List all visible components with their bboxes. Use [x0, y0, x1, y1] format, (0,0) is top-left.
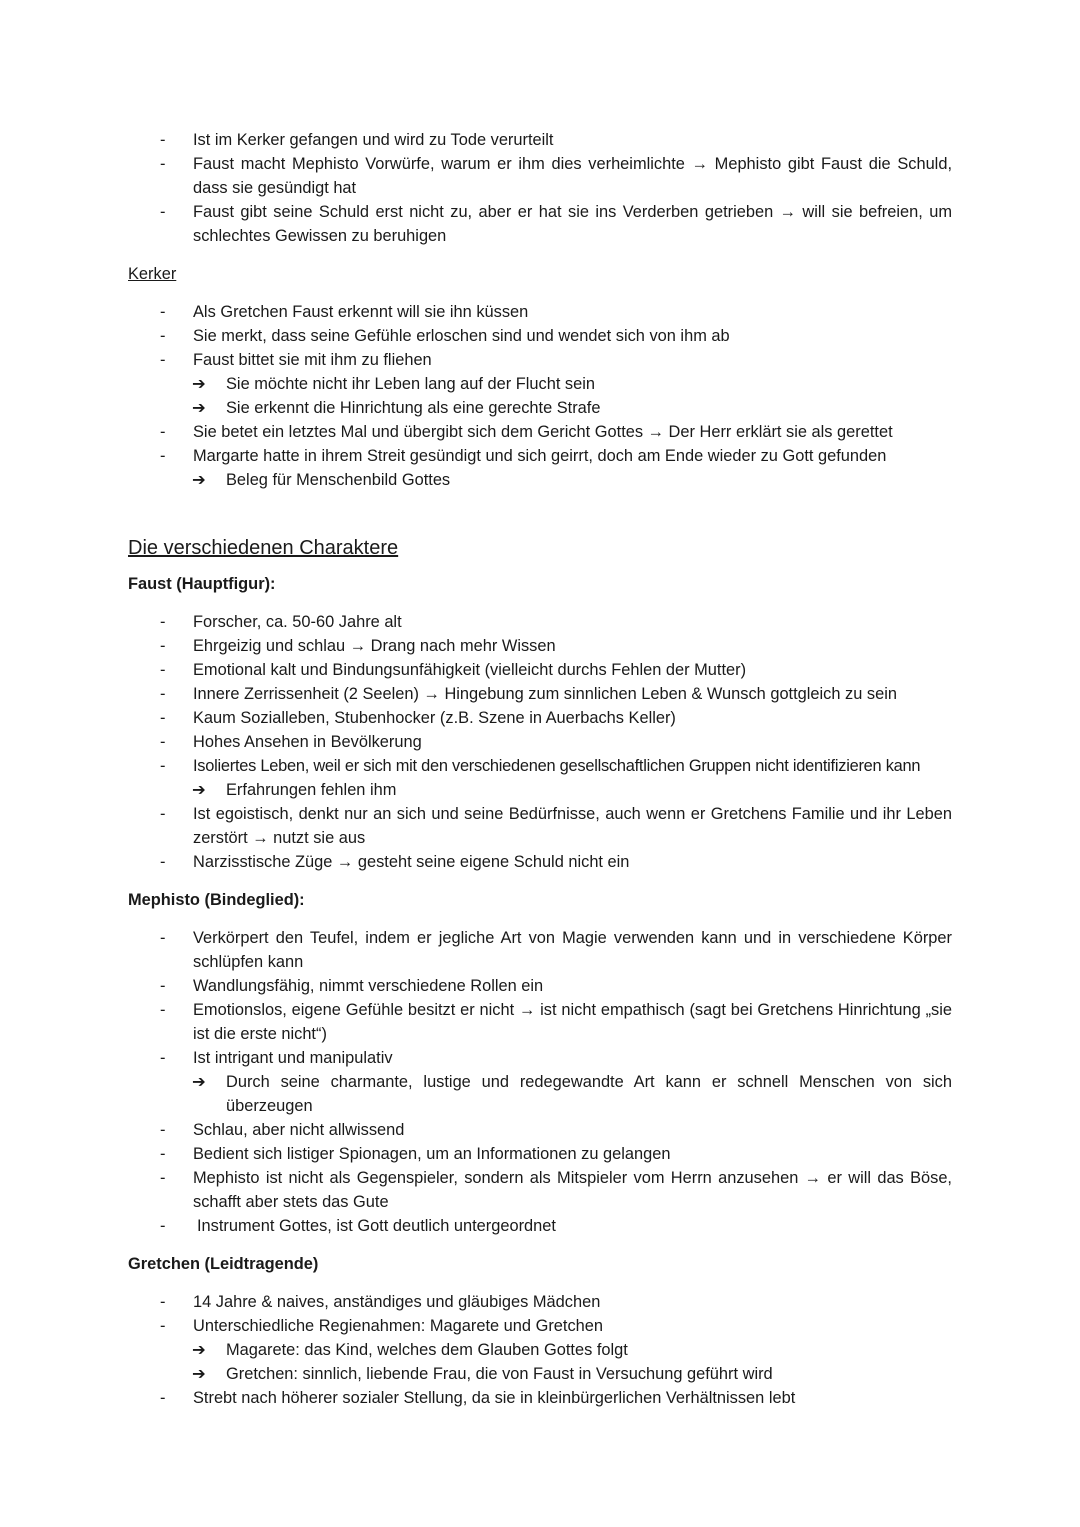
bullet-list-kerker	[128, 300, 952, 492]
character-title-mephisto: Mephisto (Bindeglied):	[128, 891, 305, 909]
dash-bullet: -	[160, 853, 166, 871]
character-title-faust: Faust (Hauptfigur):	[128, 575, 276, 593]
dash-bullet: -	[160, 303, 166, 321]
list-item: - Emotional kalt und Bindungsunfähigkeit (vielleicht durchs Fehlen der Mutter)	[128, 658, 952, 682]
list-item: - Faust bittet sie mit ihm zu fliehen	[128, 348, 952, 372]
arrow-bullet-icon: ➔	[192, 1341, 206, 1359]
sub-item: ➔ Sie möchte nicht ihr Leben lang auf der Flucht sein	[128, 372, 952, 396]
dash-bullet: -	[160, 977, 166, 995]
list-item: - Faust macht Mephisto Vorwürfe, warum er ihm dies verheimlichte → Mephisto gibt Faust die Schuld, dass sie gesündigt hat	[128, 152, 952, 200]
list-item: - Hohes Ansehen in Bevölkerung	[128, 730, 952, 754]
list-item: - Sie betet ein letztes Mal und übergibt sich dem Gericht Gottes → Der Herr erklärt sie als gerettet	[128, 420, 952, 444]
dash-bullet: -	[160, 757, 166, 775]
section-heading-characters: Die verschiedenen Charaktere	[128, 537, 399, 559]
bullet-list-intro	[128, 128, 952, 248]
list-item: - Ist im Kerker gefangen und wird zu Tode verurteilt	[128, 128, 952, 152]
sub-item: ➔ Durch seine charmante, lustige und redegewandte Art kann er schnell Menschen von sich überzeugen	[128, 1070, 952, 1118]
character-title-gretchen: Gretchen (Leidtragende)	[128, 1255, 319, 1273]
dash-bullet: -	[160, 423, 166, 441]
list-item: - Narzisstische Züge → gesteht seine eigene Schuld nicht ein	[128, 850, 952, 874]
sub-item: ➔ Magarete: das Kind, welches dem Glauben Gottes folgt	[128, 1338, 952, 1362]
dash-bullet: -	[160, 805, 166, 823]
list-item: - Unterschiedliche Regienahmen: Magarete und Gretchen	[128, 1314, 952, 1338]
arrow-bullet-icon: ➔	[192, 781, 206, 799]
dash-bullet: -	[160, 709, 166, 727]
section-title-kerker: Kerker	[128, 265, 177, 283]
list-item: - Als Gretchen Faust erkennt will sie ihn küssen	[128, 300, 952, 324]
dash-bullet: -	[160, 1293, 166, 1311]
dash-bullet: -	[160, 1217, 166, 1235]
list-item: - Ehrgeizig und schlau → Drang nach mehr Wissen	[128, 634, 952, 658]
list-item: - Verkörpert den Teufel, indem er jegliche Art von Magie verwenden kann und in verschiedene Körper schlüpfen kann	[128, 926, 952, 974]
list-item: - Wandlungsfähig, nimmt verschiedene Rollen ein	[128, 974, 952, 998]
dash-bullet: -	[160, 1169, 166, 1187]
sub-item: ➔ Erfahrungen fehlen ihm	[128, 778, 952, 802]
dash-bullet: -	[160, 447, 166, 465]
dash-bullet: -	[160, 637, 166, 655]
list-item: - Innere Zerrissenheit (2 Seelen) → Hingebung zum sinnlichen Leben & Wunsch gottgleich zu sein	[128, 682, 952, 706]
bullet-list-gretchen	[128, 1290, 952, 1410]
arrow-bullet-icon: ➔	[192, 375, 206, 393]
sub-item: ➔ Sie erkennt die Hinrichtung als eine gerechte Strafe	[128, 396, 952, 420]
list-item: - Sie merkt, dass seine Gefühle erloschen sind und wendet sich von ihm ab	[128, 324, 952, 348]
dash-bullet: -	[160, 1001, 166, 1019]
list-item: - Margarte hatte in ihrem Streit gesündigt und sich geirrt, doch am Ende wieder zu Gott gefunden	[128, 444, 952, 468]
list-item: - Faust gibt seine Schuld erst nicht zu, aber er hat sie ins Verderben getrieben → will sie befreien, um schlechtes Gewissen zu beruhigen	[128, 200, 952, 248]
list-item: - Forscher, ca. 50-60 Jahre alt	[128, 610, 952, 634]
dash-bullet: -	[160, 613, 166, 631]
list-item: - Bedient sich listiger Spionagen, um an Informationen zu gelangen	[128, 1142, 952, 1166]
arrow-bullet-icon: ➔	[192, 399, 206, 417]
list-item: - Ist intrigant und manipulativ	[128, 1046, 952, 1070]
dash-bullet: -	[160, 1145, 166, 1163]
dash-bullet: -	[160, 203, 166, 221]
arrow-bullet-icon: ➔	[192, 1365, 206, 1383]
arrow-bullet-icon: ➔	[192, 1073, 206, 1091]
dash-bullet: -	[160, 1389, 166, 1407]
arrow-bullet-icon: ➔	[192, 471, 206, 489]
list-item: - Instrument Gottes, ist Gott deutlich untergeordnet	[128, 1214, 952, 1238]
dash-bullet: -	[160, 1317, 166, 1335]
dash-bullet: -	[160, 1121, 166, 1139]
list-item: - Ist egoistisch, denkt nur an sich und seine Bedürfnisse, auch wenn er Gretchens Familie und ihr Leben zerstört → nutzt sie aus	[128, 802, 952, 850]
list-item: - Emotionslos, eigene Gefühle besitzt er nicht → ist nicht empathisch (sagt bei Gretchens Hinrichtung „sie ist die erste nicht“)	[128, 998, 952, 1046]
list-item: - Strebt nach höherer sozialer Stellung, da sie in kleinbürgerlichen Verhältnissen lebt	[128, 1386, 952, 1410]
list-item: - Isoliertes Leben, weil er sich mit den verschiedenen gesellschaftlichen Gruppen nicht identifizieren kann	[128, 754, 952, 778]
sub-item: ➔ Beleg für Menschenbild Gottes	[128, 468, 952, 492]
list-item: - Mephisto ist nicht als Gegenspieler, sondern als Mitspieler vom Herrn anzusehen → er will das Böse, schafft aber stets das Gute	[128, 1166, 952, 1214]
dash-bullet: -	[160, 327, 166, 345]
dash-bullet: -	[160, 1049, 166, 1067]
bullet-list-mephisto	[128, 926, 952, 1238]
dash-bullet: -	[160, 131, 166, 149]
dash-bullet: -	[160, 685, 166, 703]
list-item: - 14 Jahre & naives, anständiges und gläubiges Mädchen	[128, 1290, 952, 1314]
dash-bullet: -	[160, 929, 166, 947]
dash-bullet: -	[160, 155, 166, 173]
list-item: - Schlau, aber nicht allwissend	[128, 1118, 952, 1142]
dash-bullet: -	[160, 351, 166, 369]
bullet-list-faust	[128, 610, 952, 874]
list-item: - Kaum Sozialleben, Stubenhocker (z.B. Szene in Auerbachs Keller)	[128, 706, 952, 730]
dash-bullet: -	[160, 733, 166, 751]
sub-item: ➔ Gretchen: sinnlich, liebende Frau, die von Faust in Versuchung geführt wird	[128, 1362, 952, 1386]
dash-bullet: -	[160, 661, 166, 679]
page-content	[128, 128, 952, 1410]
